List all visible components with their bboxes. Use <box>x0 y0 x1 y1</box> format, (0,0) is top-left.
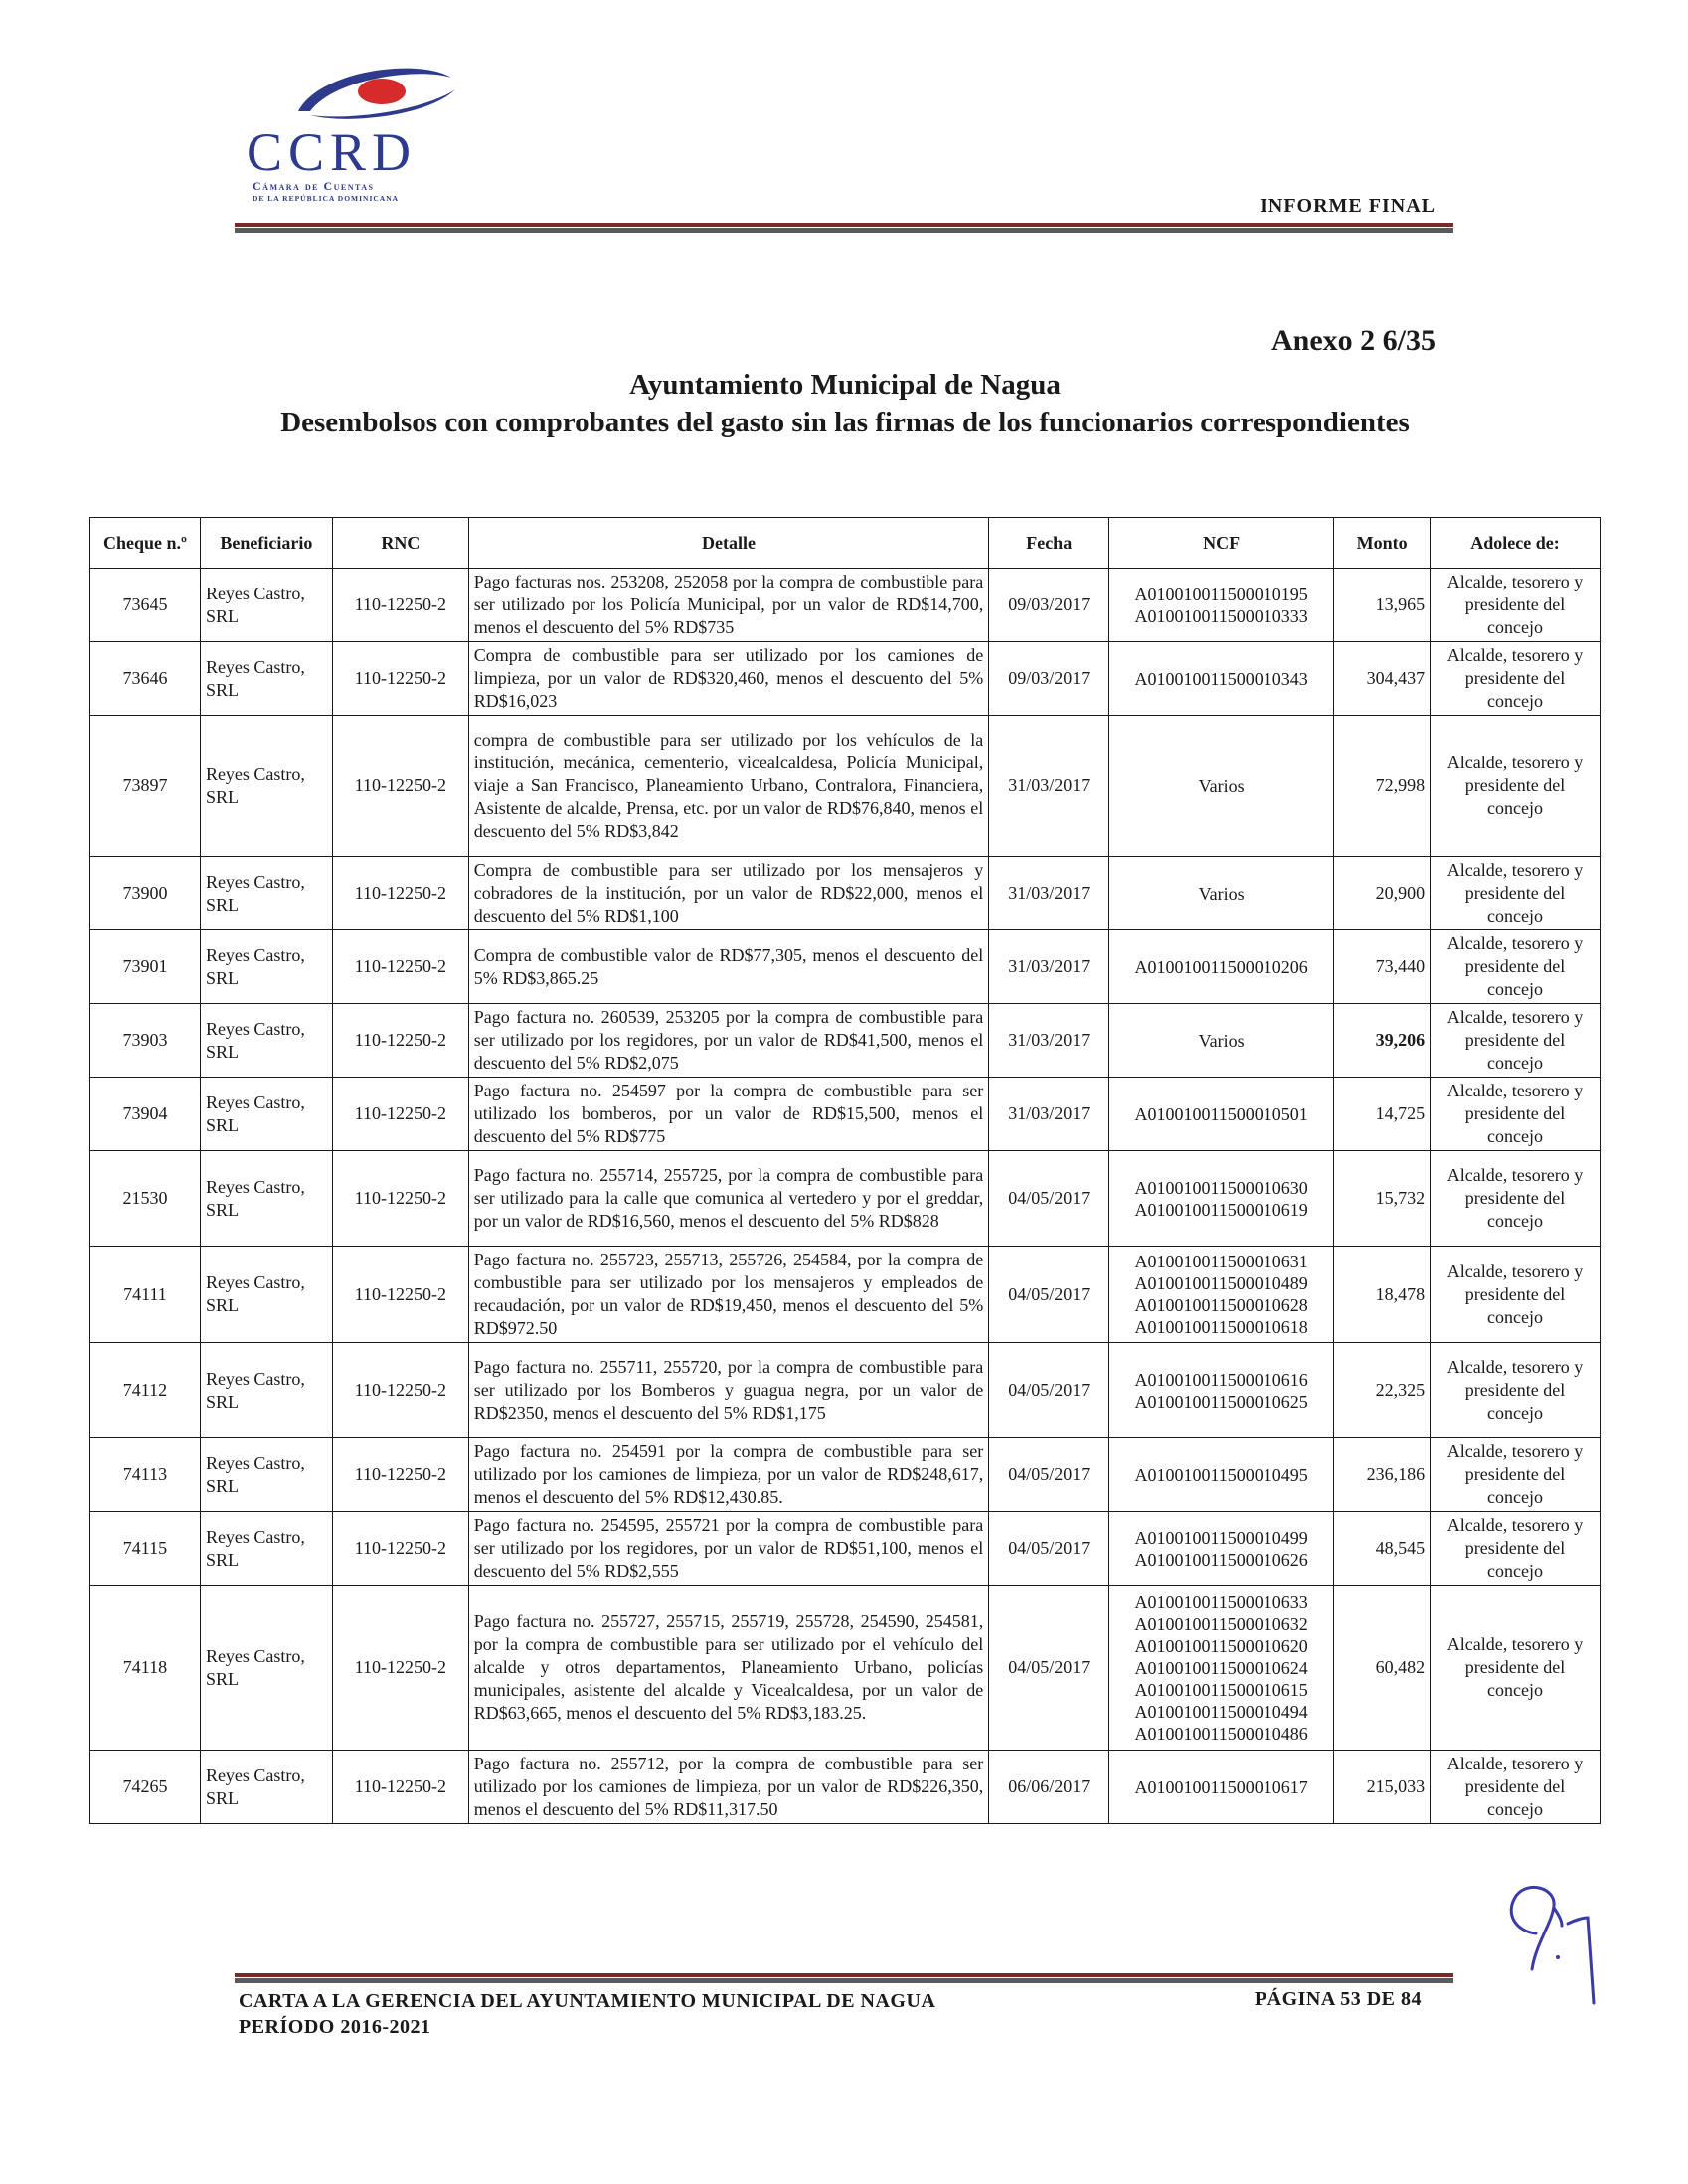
detail-cell: Pago factura no. 254595, 255721 por la compra de combustible para ser utilizado por los regidores, por un valor de RD$51,100, menos el descuento del 5% RD$2,555 <box>468 1512 988 1586</box>
ncf-cell <box>1109 857 1334 930</box>
rnc-cell: 110-12250-2 <box>332 1512 468 1586</box>
cheque-cell: 74111 <box>90 1247 201 1343</box>
ncf-cell <box>1109 1343 1334 1438</box>
ncf-code: A010010011500010343 <box>1134 668 1308 689</box>
ncf-code: A010010011500010632 <box>1134 1613 1308 1634</box>
ncf-code: A010010011500010615 <box>1134 1679 1308 1700</box>
detail-cell: compra de combustible para ser utilizado por los vehículos de la institución, mecánica, cementerio, vicealcaldesa, Policía Municipal, viaje a San Francisco, Planeamiento Urbano, Contralora, Financiera, Asistente de alcalde, Prensa, etc. por un valor de RD$76,840, menos el descuento del 5% RD$3,842 <box>468 716 988 857</box>
ncf-code: A010010011500010628 <box>1134 1295 1308 1315</box>
missing-signatures-cell: Alcalde, tesorero y presidente del concejo <box>1431 716 1601 857</box>
header-divider <box>235 223 1453 233</box>
amount-cell: 14,725 <box>1334 1078 1431 1151</box>
ncf-code: Varios <box>1198 1030 1245 1051</box>
date-cell: 06/06/2017 <box>989 1751 1109 1824</box>
beneficiary-cell: Reyes Castro, SRL <box>200 1247 332 1343</box>
footer-period: PERÍODO 2016-2021 <box>239 2016 431 2038</box>
ncf-code: A010010011500010633 <box>1134 1592 1308 1612</box>
missing-signatures-cell: Alcalde, tesorero y presidente del concejo <box>1431 1438 1601 1512</box>
column-header: RNC <box>332 518 468 569</box>
rnc-cell: 110-12250-2 <box>332 716 468 857</box>
date-cell: 04/05/2017 <box>989 1438 1109 1512</box>
column-header: Monto <box>1334 518 1431 569</box>
date-cell: 09/03/2017 <box>989 642 1109 716</box>
ncf-code: A010010011500010501 <box>1134 1103 1308 1124</box>
date-cell: 31/03/2017 <box>989 857 1109 930</box>
beneficiary-cell: Reyes Castro, SRL <box>200 1512 332 1586</box>
ncf-code: A010010011500010494 <box>1134 1701 1308 1722</box>
ncf-cell <box>1109 1151 1334 1247</box>
cheque-cell: 74265 <box>90 1751 201 1824</box>
amount-cell: 304,437 <box>1334 642 1431 716</box>
rnc-cell: 110-12250-2 <box>332 642 468 716</box>
beneficiary-cell: Reyes Castro, SRL <box>200 857 332 930</box>
ncf-code: A010010011500010624 <box>1134 1657 1308 1678</box>
detail-cell: Pago factura no. 260539, 253205 por la compra de combustible para ser utilizado por los regidores, por un valor de RD$41,500, menos el descuento del 5% RD$2,075 <box>468 1004 988 1078</box>
ncf-cell <box>1109 642 1334 716</box>
footer-letter-title: CARTA A LA GERENCIA DEL AYUNTAMIENTO MUNICIPAL DE NAGUA <box>239 1990 936 2012</box>
beneficiary-cell: Reyes Castro, SRL <box>200 642 332 716</box>
cheque-cell: 73901 <box>90 930 201 1004</box>
detail-cell: Compra de combustible para ser utilizado por los camiones de limpieza, por un valor de RD$320,460, menos el descuento del 5% RD$16,023 <box>468 642 988 716</box>
missing-signatures-cell: Alcalde, tesorero y presidente del concejo <box>1431 1247 1601 1343</box>
cheque-cell: 73646 <box>90 642 201 716</box>
table-row <box>90 1004 1601 1078</box>
ncf-code: A010010011500010631 <box>1134 1252 1308 1271</box>
detail-cell: Pago factura no. 254597 por la compra de combustible para ser utilizado los bomberos, por un valor de RD$15,500, menos el descuento del 5% RD$775 <box>468 1078 988 1151</box>
column-header: Fecha <box>989 518 1109 569</box>
disbursements-table <box>89 517 1601 1824</box>
table-row <box>90 1343 1601 1438</box>
amount-cell: 20,900 <box>1334 857 1431 930</box>
amount-cell: 15,732 <box>1334 1151 1431 1247</box>
ncf-code: A010010011500010195 <box>1134 584 1308 604</box>
missing-signatures-cell: Alcalde, tesorero y presidente del concejo <box>1431 1343 1601 1438</box>
detail-cell: Pago factura no. 255711, 255720, por la compra de combustible para ser utilizado por los Bomberos y guagua negra, por un valor de RD$2350, menos el descuento del 5% RD$1,175 <box>468 1343 988 1438</box>
ccrd-logo <box>247 60 505 203</box>
beneficiary-cell: Reyes Castro, SRL <box>200 716 332 857</box>
missing-signatures-cell: Alcalde, tesorero y presidente del concejo <box>1431 930 1601 1004</box>
ncf-cell <box>1109 1438 1334 1512</box>
missing-signatures-cell: Alcalde, tesorero y presidente del concejo <box>1431 1151 1601 1247</box>
beneficiary-cell: Reyes Castro, SRL <box>200 1078 332 1151</box>
missing-signatures-cell: Alcalde, tesorero y presidente del concejo <box>1431 642 1601 716</box>
footer-text <box>239 1988 935 2040</box>
beneficiary-cell: Reyes Castro, SRL <box>200 1751 332 1824</box>
rnc-cell: 110-12250-2 <box>332 1586 468 1751</box>
ncf-code: A010010011500010495 <box>1134 1464 1308 1485</box>
cheque-cell: 21530 <box>90 1151 201 1247</box>
ncf-code: A010010011500010618 <box>1134 1317 1308 1337</box>
cheque-cell: 74115 <box>90 1512 201 1586</box>
amount-cell: 48,545 <box>1334 1512 1431 1586</box>
table-row <box>90 1151 1601 1247</box>
annex-number: Anexo 2 6/35 <box>1271 324 1435 357</box>
ncf-cell <box>1109 1586 1334 1751</box>
ncf-code: A010010011500010619 <box>1134 1199 1308 1220</box>
page-number: PÁGINA 53 DE 84 <box>1254 1988 1422 2010</box>
beneficiary-cell: Reyes Castro, SRL <box>200 1004 332 1078</box>
column-header: Adolece de: <box>1431 518 1601 569</box>
date-cell: 04/05/2017 <box>989 1151 1109 1247</box>
ncf-cell <box>1109 569 1334 642</box>
column-header: Cheque n.º <box>90 518 201 569</box>
ncf-code: Varios <box>1198 775 1245 796</box>
detail-cell: Pago factura no. 255727, 255715, 255719, 255728, 254590, 254581, por la compra de combustible para ser utilizado por el vehículo del alcalde y otros departamentos, Planeamiento Urbano, policías municipales, asistente del alcalde y Vicealcaldesa, por un valor de RD$63,665, menos el descuento del 5% RD$3,183.25. <box>468 1586 988 1751</box>
detail-cell: Pago factura no. 255712, por la compra de combustible para ser utilizado por los camiones de limpieza, por un valor de RD$226,350, menos el descuento del 5% RD$11,317.50 <box>468 1751 988 1824</box>
detail-cell: Pago factura no. 255723, 255713, 255726, 254584, por la compra de combustible para ser utilizado por los mensajeros y empleados de recaudación, por un valor de RD$19,450, menos el descuento del 5% RD$972.50 <box>468 1247 988 1343</box>
beneficiary-cell: Reyes Castro, SRL <box>200 1586 332 1751</box>
date-cell: 04/05/2017 <box>989 1586 1109 1751</box>
amount-cell: 39,206 <box>1334 1004 1431 1078</box>
table-row <box>90 930 1601 1004</box>
amount-cell: 73,440 <box>1334 930 1431 1004</box>
rnc-cell: 110-12250-2 <box>332 1151 468 1247</box>
ncf-cell <box>1109 1004 1334 1078</box>
ncf-cell <box>1109 1247 1334 1343</box>
cheque-cell: 74118 <box>90 1586 201 1751</box>
rnc-cell: 110-12250-2 <box>332 1078 468 1151</box>
amount-cell: 215,033 <box>1334 1751 1431 1824</box>
table-row <box>90 1512 1601 1586</box>
beneficiary-cell: Reyes Castro, SRL <box>200 1438 332 1512</box>
table-row <box>90 1586 1601 1751</box>
logo-swoosh-icon <box>290 60 459 129</box>
cheque-cell: 74113 <box>90 1438 201 1512</box>
beneficiary-cell: Reyes Castro, SRL <box>200 1343 332 1438</box>
table-row <box>90 569 1601 642</box>
detail-cell: Compra de combustible para ser utilizado por los mensajeros y cobradores de la institución, por un valor de RD$22,000, menos el descuento del 5% RD$1,100 <box>468 857 988 930</box>
missing-signatures-cell: Alcalde, tesorero y presidente del concejo <box>1431 1751 1601 1824</box>
footer-divider <box>235 1973 1453 1983</box>
ncf-code: A010010011500010489 <box>1134 1273 1308 1293</box>
ncf-code: A010010011500010626 <box>1134 1549 1308 1570</box>
ncf-cell <box>1109 1751 1334 1824</box>
ncf-code: A010010011500010499 <box>1134 1527 1308 1548</box>
ncf-cell <box>1109 1512 1334 1586</box>
date-cell: 04/05/2017 <box>989 1512 1109 1586</box>
rnc-cell: 110-12250-2 <box>332 1004 468 1078</box>
ncf-cell <box>1109 716 1334 857</box>
ncf-code: A010010011500010333 <box>1134 605 1308 626</box>
amount-cell: 72,998 <box>1334 716 1431 857</box>
table-row <box>90 1078 1601 1151</box>
cheque-cell: 74112 <box>90 1343 201 1438</box>
rnc-cell: 110-12250-2 <box>332 1247 468 1343</box>
ncf-cell <box>1109 1078 1334 1151</box>
page-title: Ayuntamiento Municipal de Nagua <box>629 369 1061 401</box>
rnc-cell: 110-12250-2 <box>332 569 468 642</box>
rnc-cell: 110-12250-2 <box>332 930 468 1004</box>
table-row <box>90 857 1601 930</box>
date-cell: 31/03/2017 <box>989 1078 1109 1151</box>
missing-signatures-cell: Alcalde, tesorero y presidente del concejo <box>1431 1512 1601 1586</box>
cheque-cell: 73903 <box>90 1004 201 1078</box>
date-cell: 04/05/2017 <box>989 1247 1109 1343</box>
cheque-cell: 73645 <box>90 569 201 642</box>
cheque-cell: 73904 <box>90 1078 201 1151</box>
ncf-code: A010010011500010206 <box>1134 956 1308 977</box>
ncf-code: A010010011500010616 <box>1134 1369 1308 1390</box>
beneficiary-cell: Reyes Castro, SRL <box>200 1151 332 1247</box>
table-row <box>90 1438 1601 1512</box>
table-header-row <box>90 518 1601 569</box>
missing-signatures-cell: Alcalde, tesorero y presidente del concejo <box>1431 1586 1601 1751</box>
ncf-code: A010010011500010486 <box>1134 1723 1308 1744</box>
rnc-cell: 110-12250-2 <box>332 1343 468 1438</box>
table-row <box>90 1247 1601 1343</box>
table-row <box>90 1751 1601 1824</box>
missing-signatures-cell: Alcalde, tesorero y presidente del concejo <box>1431 569 1601 642</box>
missing-signatures-cell: Alcalde, tesorero y presidente del concejo <box>1431 1004 1601 1078</box>
handwritten-signature <box>1496 1874 1605 2013</box>
amount-cell: 236,186 <box>1334 1438 1431 1512</box>
ncf-code: A010010011500010630 <box>1134 1177 1308 1198</box>
ncf-cell <box>1109 930 1334 1004</box>
rnc-cell: 110-12250-2 <box>332 857 468 930</box>
logo-subtitle-2: DE LA REPÚBLICA DOMINICANA <box>253 194 400 203</box>
cheque-cell: 73897 <box>90 716 201 857</box>
rnc-cell: 110-12250-2 <box>332 1751 468 1824</box>
table-row <box>90 716 1601 857</box>
detail-cell: Pago factura no. 255714, 255725, por la compra de combustible para ser utilizado para la calle que comunica al vertedero y por el greddar, por un valor de RD$16,560, menos el descuento del 5% RD$828 <box>468 1151 988 1247</box>
table-row <box>90 642 1601 716</box>
beneficiary-cell: Reyes Castro, SRL <box>200 569 332 642</box>
ncf-code: A010010011500010625 <box>1134 1391 1308 1412</box>
column-header: Detalle <box>468 518 988 569</box>
logo-subtitle: Cámara de Cuentas <box>253 179 375 193</box>
detail-cell: Pago factura no. 254591 por la compra de combustible para ser utilizado por los camiones de limpieza, por un valor de RD$248,617, menos el descuento del 5% RD$12,430.85. <box>468 1438 988 1512</box>
missing-signatures-cell: Alcalde, tesorero y presidente del concejo <box>1431 857 1601 930</box>
ncf-code: Varios <box>1198 883 1245 904</box>
amount-cell: 22,325 <box>1334 1343 1431 1438</box>
missing-signatures-cell: Alcalde, tesorero y presidente del concejo <box>1431 1078 1601 1151</box>
date-cell: 31/03/2017 <box>989 930 1109 1004</box>
detail-cell: Pago facturas nos. 253208, 252058 por la compra de combustible para ser utilizado por los Policía Municipal, por un valor de RD$14,700, menos el descuento del 5% RD$735 <box>468 569 988 642</box>
report-label: INFORME FINAL <box>1260 195 1435 217</box>
page-subtitle: Desembolsos con comprobantes del gasto sin las firmas de los funcionarios correspondientes <box>280 407 1410 438</box>
amount-cell: 18,478 <box>1334 1247 1431 1343</box>
date-cell: 31/03/2017 <box>989 716 1109 857</box>
rnc-cell: 110-12250-2 <box>332 1438 468 1512</box>
ncf-code: A010010011500010617 <box>1134 1776 1308 1797</box>
detail-cell: Compra de combustible valor de RD$77,305, menos el descuento del 5% RD$3,865.25 <box>468 930 988 1004</box>
ncf-code: A010010011500010620 <box>1134 1635 1308 1656</box>
date-cell: 31/03/2017 <box>989 1004 1109 1078</box>
cheque-cell: 73900 <box>90 857 201 930</box>
date-cell: 09/03/2017 <box>989 569 1109 642</box>
amount-cell: 60,482 <box>1334 1586 1431 1751</box>
beneficiary-cell: Reyes Castro, SRL <box>200 930 332 1004</box>
column-header: Beneficiario <box>200 518 332 569</box>
amount-cell: 13,965 <box>1334 569 1431 642</box>
logo-wordmark: CCRD <box>247 122 418 182</box>
date-cell: 04/05/2017 <box>989 1343 1109 1438</box>
column-header: NCF <box>1109 518 1334 569</box>
